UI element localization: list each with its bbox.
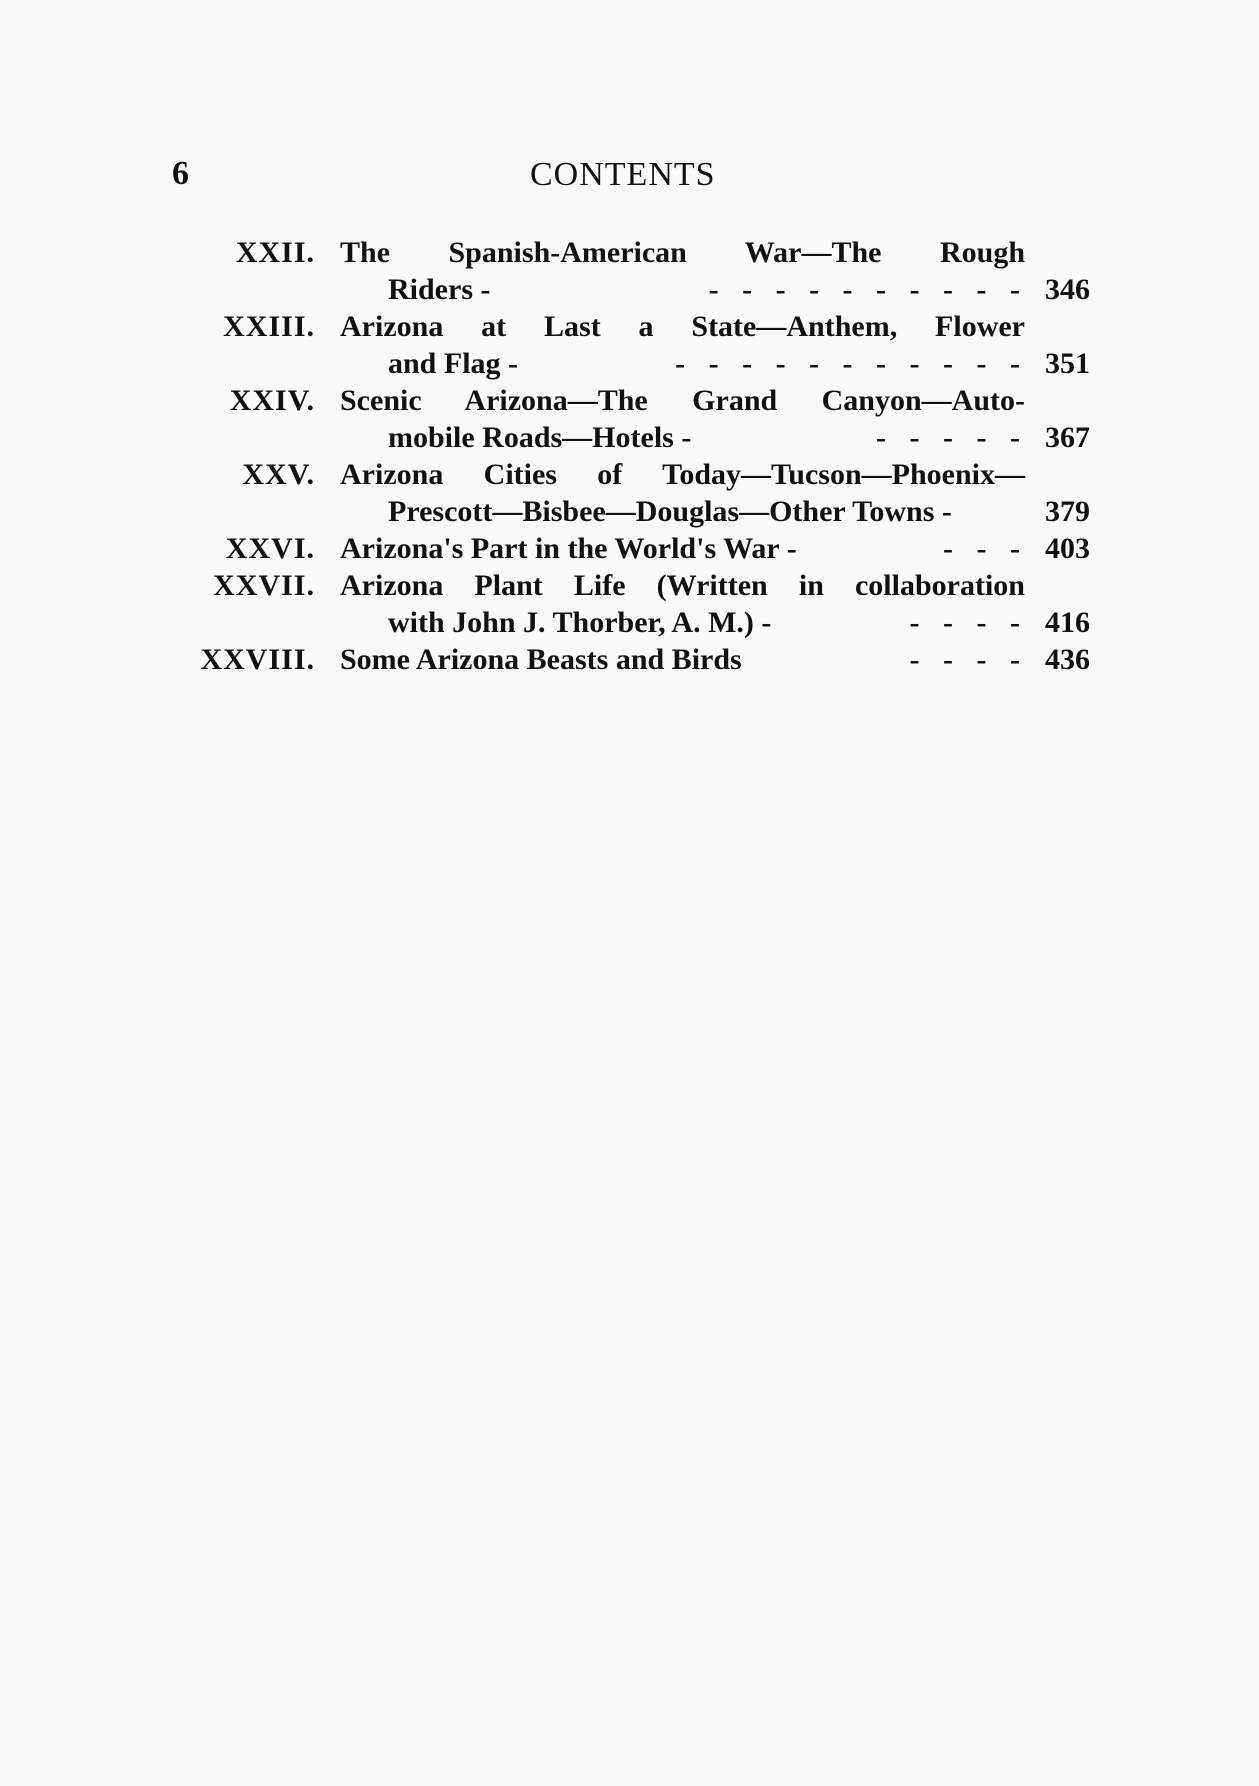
leader-dots: - - - - <box>909 643 1020 676</box>
chapter-title-line: mobile Roads—Hotels - <box>388 421 692 454</box>
chapter-numeral: XXVII. <box>213 569 315 602</box>
page-reference: 416 <box>1045 606 1090 639</box>
leader-dots: - - - <box>943 532 1020 565</box>
page-reference: 379 <box>1045 495 1090 528</box>
chapter-title-line: Arizona Plant Life (Written in collaboration <box>340 569 1025 602</box>
chapter-title-line: The Spanish-American War—The Rough <box>340 236 1025 269</box>
toc-entry <box>160 234 1090 308</box>
chapter-numeral: XXIV. <box>229 384 315 417</box>
toc-entry <box>160 530 1090 567</box>
page-reference: 346 <box>1045 273 1090 306</box>
toc-entry <box>160 382 1090 456</box>
chapter-title-line: Riders - <box>388 273 491 306</box>
chapter-title-line: Arizona Cities of Today—Tucson—Phoenix— <box>340 458 1025 491</box>
toc-entry <box>160 641 1090 678</box>
chapter-title-line: Some Arizona Beasts and Birds <box>340 643 742 676</box>
toc-entry <box>160 308 1090 382</box>
chapter-title-line: Scenic Arizona—The Grand Canyon—Auto- <box>340 384 1025 417</box>
chapter-title-line: Arizona's Part in the World's War - <box>340 532 797 565</box>
chapter-numeral: XXV. <box>242 458 315 491</box>
chapter-numeral: XXII. <box>235 236 315 269</box>
page-reference: 436 <box>1045 643 1090 676</box>
chapter-numeral: XXIII. <box>223 310 315 343</box>
page-reference: 367 <box>1045 421 1090 454</box>
toc-entry <box>160 567 1090 641</box>
chapter-numeral: XXVIII. <box>200 643 315 676</box>
page-number: 6 <box>172 155 189 192</box>
chapter-title-line: Arizona at Last a State—Anthem, Flower <box>340 310 1025 343</box>
running-head-title: CONTENTS <box>530 156 716 193</box>
chapter-title-line: with John J. Thorber, A. M.) - <box>388 606 772 639</box>
page-reference: 403 <box>1045 532 1090 565</box>
table-of-contents <box>160 234 1090 678</box>
chapter-numeral: XXVI. <box>225 532 315 565</box>
leader-dots: - - - - <box>909 606 1020 639</box>
page-reference: 351 <box>1045 347 1090 380</box>
leader-dots: - - - - - <box>876 421 1020 454</box>
chapter-title-line: and Flag - <box>388 347 519 380</box>
chapter-title-line: Prescott—Bisbee—Douglas—Other Towns - <box>388 495 952 528</box>
leader-dots: - - - - - - - - - - - <box>675 347 1020 380</box>
leader-dots: - - - - - - - - - - <box>708 273 1020 306</box>
toc-entry <box>160 456 1090 530</box>
